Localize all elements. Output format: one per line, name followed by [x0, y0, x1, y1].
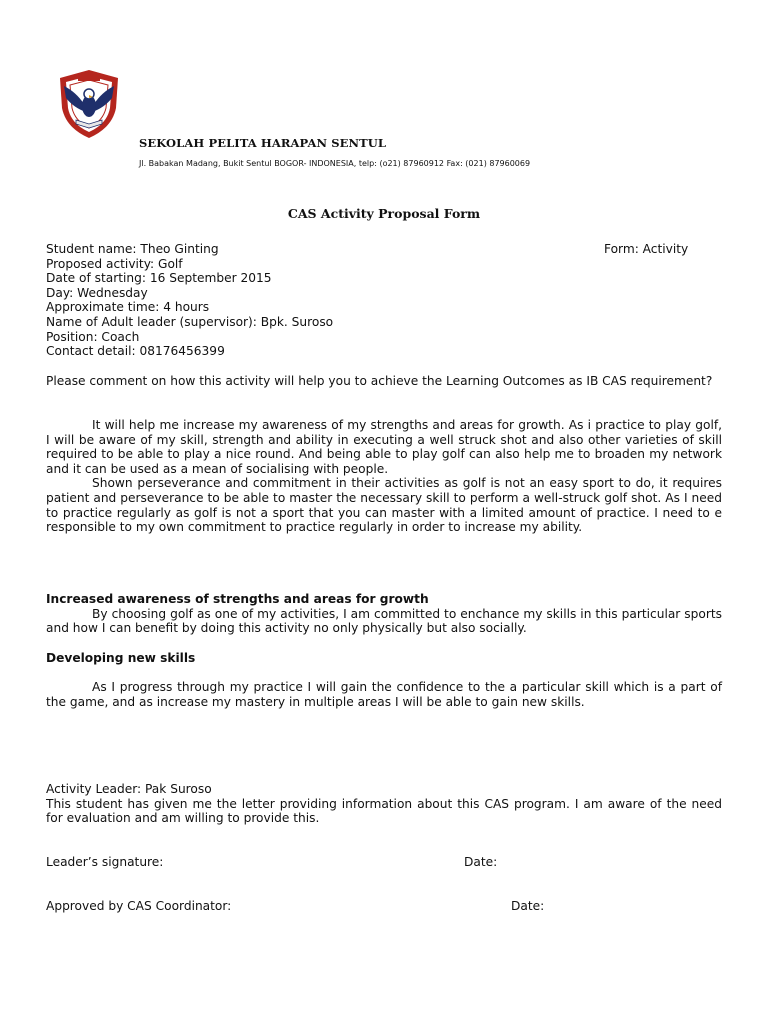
section-heading: Developing new skills: [46, 651, 196, 665]
coordinator-date-label: Date:: [511, 899, 545, 913]
school-address: Jl. Babakan Madang, Bukit Sentul BOGOR- INDONESIA, telp: (o21) 87960912 Fax: (021) 87960069: [139, 159, 531, 168]
answer-paragraph: It will help me increase my awareness of my strengths and areas for growth. As i practice to play golf, I will be aware of my skill, strength and ability in executing a well struck shot and also other varieties of skill required to be able to play a nice round. And being able to play golf can also help me to broaden my network and it can be used as a mean of socialising with people.: [46, 418, 722, 476]
question-text: Please comment on how this activity will help you to achieve the Learning Outcomes as IB CAS requirement?: [46, 374, 713, 388]
date-of-starting: Date of starting: 16 September 2015: [46, 271, 272, 286]
approximate-time: Approximate time: 4 hours: [46, 300, 210, 315]
section-heading: Increased awareness of strengths and areas for growth: [46, 592, 429, 606]
section-new-skills: [46, 651, 722, 666]
answer: [46, 418, 722, 535]
leader-date-label: Date:: [464, 855, 498, 869]
day: Day: Wednesday: [46, 285, 148, 300]
school-name: SEKOLAH PELITA HARAPAN SENTUL: [139, 136, 387, 150]
question: [46, 374, 722, 389]
contact-detail: Contact detail: 08176456399: [46, 344, 225, 359]
activity-leader: Activity Leader: Pak Suroso: [46, 782, 212, 796]
coordinator-approval-label: Approved by CAS Coordinator:: [46, 899, 232, 913]
student-info: [46, 242, 726, 359]
section-text: As I progress through my practice I will gain the confidence to the a particular skill which is a part of the game, and as increase my mastery in multiple areas I will be able to gain new skills.: [46, 680, 722, 709]
form-type: Form: Activity: [604, 242, 689, 256]
proposed-activity: Proposed activity: Golf: [46, 256, 183, 271]
section-awareness: [46, 592, 722, 636]
coordinator-approval-row: [46, 899, 726, 915]
form-title: CAS Activity Proposal Form: [287, 206, 481, 221]
school-logo-icon: [56, 68, 122, 140]
section-new-skills-text: [46, 680, 722, 709]
adult-leader: Name of Adult leader (supervisor): Bpk. Suroso: [46, 314, 334, 329]
leader-position: Position: Coach: [46, 329, 140, 344]
leader-block: [46, 782, 722, 826]
leader-signature-label: Leader’s signature:: [46, 855, 164, 869]
section-text: By choosing golf as one of my activities, I am committed to enchance my skills in this particular sports and how I can benefit by doing this activity no only physically but also socially.: [46, 606, 722, 636]
leader-signature-row: [46, 855, 726, 871]
leader-statement: This student has given me the letter providing information about this CAS program. I am aware of the need for evaluation and am willing to provide this.: [46, 796, 722, 826]
student-name: Student name: Theo Ginting: [46, 242, 219, 256]
answer-paragraph: Shown perseverance and commitment in their activities as golf is not an easy sport to do, it requires patient and perseverance to be able to master the necessary skill to perform a well-struck golf shot. As I need to practice regularly as golf is not a sport that you can master with a limited amount of practice. I need to e responsible to my own commitment to practice regularly in order to increase my ability.: [46, 476, 722, 535]
